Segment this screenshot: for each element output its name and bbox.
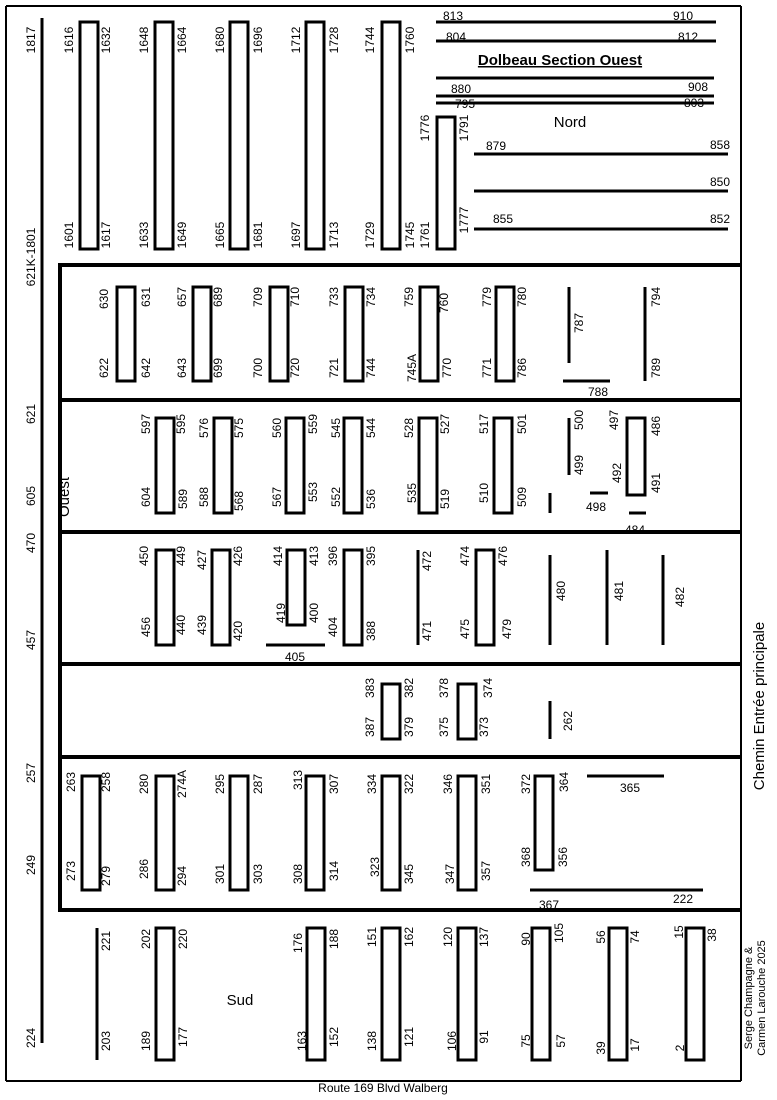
lot-number: 517 bbox=[477, 413, 491, 435]
lot-number: 279 bbox=[99, 865, 113, 887]
plot-block bbox=[627, 418, 645, 495]
plot-block bbox=[496, 287, 514, 381]
lot-number: 1729 bbox=[363, 221, 377, 249]
lot-number: 177 bbox=[176, 1026, 190, 1048]
lot-number: 176 bbox=[291, 932, 305, 954]
plot-block bbox=[193, 287, 211, 381]
lot-number: 545 bbox=[329, 417, 343, 439]
lot-number: 491 bbox=[649, 472, 663, 494]
label-chemin-entree: Chemin Entrée principale bbox=[751, 621, 768, 791]
lot-number: 346 bbox=[441, 773, 455, 795]
plot-block bbox=[458, 684, 476, 739]
lot-number: 709 bbox=[251, 286, 265, 308]
lot-number: 788 bbox=[587, 385, 609, 399]
lot-number: 420 bbox=[231, 620, 245, 642]
left-axis-label: 621 bbox=[24, 403, 38, 425]
lot-number: 314 bbox=[327, 860, 341, 882]
lot-number: 567 bbox=[270, 486, 284, 508]
lot-number: 137 bbox=[477, 926, 491, 948]
lot-number: 121 bbox=[402, 1026, 416, 1048]
line-label: 858 bbox=[709, 138, 730, 152]
plot-block bbox=[156, 776, 174, 890]
lot-number: 1633 bbox=[137, 221, 151, 249]
lot-number: 263 bbox=[64, 771, 78, 793]
label-ouest: Ouest bbox=[56, 476, 73, 518]
lot-number: 486 bbox=[649, 415, 663, 437]
lot-number: 710 bbox=[288, 286, 302, 308]
lot-number: 450 bbox=[137, 545, 151, 567]
lot-number: 221 bbox=[99, 930, 113, 952]
lot-number: 479 bbox=[500, 618, 514, 640]
plot-block bbox=[609, 928, 627, 1060]
lot-number: 322 bbox=[402, 773, 416, 795]
lot-number: 202 bbox=[139, 928, 153, 950]
lot-number: 274A bbox=[175, 769, 189, 799]
lot-number: 760 bbox=[437, 292, 451, 314]
lot-number: 294 bbox=[175, 865, 189, 887]
line-label: 804 bbox=[446, 30, 467, 44]
lot-number: 745A bbox=[405, 353, 419, 383]
plot-block bbox=[419, 418, 437, 513]
lot-number: 351 bbox=[479, 773, 493, 795]
lot-number: 15 bbox=[672, 925, 686, 939]
lot-number: 1791 bbox=[457, 114, 471, 142]
lot-number: 544 bbox=[364, 417, 378, 439]
lot-number: 528 bbox=[402, 417, 416, 439]
lot-number: 163 bbox=[295, 1030, 309, 1052]
plot-block bbox=[117, 287, 135, 381]
lot-number: 759 bbox=[402, 286, 416, 308]
plot-block bbox=[420, 287, 438, 381]
lot-number: 287 bbox=[251, 773, 265, 795]
lot-number: 771 bbox=[480, 357, 494, 379]
plot-block bbox=[286, 418, 304, 513]
lot-number: 222 bbox=[672, 892, 694, 906]
lot-number: 400 bbox=[307, 602, 321, 624]
lot-number: 476 bbox=[496, 545, 510, 567]
lot-number: 38 bbox=[705, 928, 719, 942]
lot-number: 365 bbox=[619, 781, 641, 795]
lot-number: 273 bbox=[64, 860, 78, 882]
lot-number: 1632 bbox=[99, 26, 113, 54]
lot-number: 588 bbox=[197, 486, 211, 508]
lot-number: 152 bbox=[327, 1026, 341, 1048]
plot-block bbox=[476, 550, 494, 645]
lot-number: 374 bbox=[481, 677, 495, 699]
lot-number: 57 bbox=[554, 1034, 568, 1048]
lot-number: 413 bbox=[307, 545, 321, 567]
lot-number: 426 bbox=[231, 545, 245, 567]
plot-block bbox=[212, 550, 230, 645]
lot-number: 1665 bbox=[213, 221, 227, 249]
lot-number: 364 bbox=[557, 771, 571, 793]
lot-number: 527 bbox=[438, 413, 452, 435]
plot-block bbox=[535, 776, 553, 870]
lot-number: 501 bbox=[515, 413, 529, 435]
plot-block bbox=[344, 550, 362, 645]
lot-number: 721 bbox=[327, 357, 341, 379]
lot-number: 368 bbox=[519, 846, 533, 868]
lot-number: 535 bbox=[405, 482, 419, 504]
lot-number: 779 bbox=[480, 286, 494, 308]
lot-number: 720 bbox=[288, 357, 302, 379]
lot-number: 323 bbox=[368, 856, 382, 878]
lot-number: 308 bbox=[291, 863, 305, 885]
lot-number: 630 bbox=[97, 288, 111, 310]
lot-number: 552 bbox=[329, 486, 343, 508]
left-axis-label: 1817 bbox=[24, 26, 38, 54]
lot-number: 700 bbox=[251, 357, 265, 379]
lot-number: 334 bbox=[365, 773, 379, 795]
plot-block bbox=[382, 684, 400, 739]
label-sud: Sud bbox=[226, 992, 254, 1009]
lot-number: 439 bbox=[195, 614, 209, 636]
lot-number: 388 bbox=[364, 620, 378, 642]
lot-number: 74 bbox=[628, 930, 642, 944]
lot-number: 106 bbox=[445, 1030, 459, 1052]
lot-number: 395 bbox=[364, 545, 378, 567]
lot-number: 642 bbox=[139, 357, 153, 379]
plot-block bbox=[686, 928, 704, 1060]
lot-number: 576 bbox=[197, 417, 211, 439]
lot-number: 733 bbox=[327, 286, 341, 308]
plot-block bbox=[345, 287, 363, 381]
lot-number: 1664 bbox=[175, 26, 189, 54]
lot-number: 56 bbox=[594, 930, 608, 944]
lot-number: 440 bbox=[174, 614, 188, 636]
lot-number: 780 bbox=[515, 286, 529, 308]
lot-number: 1648 bbox=[137, 26, 151, 54]
line-label: 850 bbox=[709, 175, 730, 189]
lot-number: 1760 bbox=[403, 26, 417, 54]
lot-number: 378 bbox=[437, 677, 451, 699]
line-label: 908 bbox=[687, 80, 708, 94]
lot-number: 499 bbox=[572, 454, 586, 476]
lot-number: 553 bbox=[306, 481, 320, 503]
plot-block bbox=[458, 776, 476, 890]
lot-number: 699 bbox=[211, 357, 225, 379]
lot-number: 510 bbox=[477, 482, 491, 504]
line-label: 812 bbox=[677, 30, 698, 44]
left-axis-label: 257 bbox=[24, 762, 38, 784]
lot-number: 404 bbox=[326, 616, 340, 638]
lot-number: 492 bbox=[610, 462, 624, 484]
lot-number: 1616 bbox=[62, 26, 76, 54]
lot-number: 313 bbox=[291, 769, 305, 791]
left-axis-label: 249 bbox=[24, 854, 38, 876]
lot-number: 500 bbox=[572, 409, 586, 431]
line-label: 910 bbox=[672, 9, 693, 23]
lot-number: 484 bbox=[624, 523, 646, 537]
lot-number: 383 bbox=[363, 677, 377, 699]
plot-block bbox=[458, 928, 476, 1060]
lot-number: 258 bbox=[99, 771, 113, 793]
plot-block bbox=[382, 22, 400, 249]
plot-block bbox=[437, 117, 455, 249]
lot-number: 375 bbox=[437, 716, 451, 738]
plot-block bbox=[156, 550, 174, 645]
plot-block bbox=[230, 776, 248, 890]
lot-number: 471 bbox=[420, 620, 434, 642]
line-label: 813 bbox=[443, 9, 464, 23]
lot-number: 643 bbox=[175, 357, 189, 379]
lot-number: 689 bbox=[211, 286, 225, 308]
lot-number: 597 bbox=[139, 413, 153, 435]
plot-block bbox=[382, 928, 400, 1060]
lot-number: 589 bbox=[176, 488, 190, 510]
plot-block bbox=[80, 22, 98, 249]
line-label: 852 bbox=[709, 212, 730, 226]
line-label: 855 bbox=[493, 212, 514, 226]
plot-block bbox=[532, 928, 550, 1060]
left-axis-label: 457 bbox=[24, 629, 38, 651]
plot-block bbox=[230, 22, 248, 249]
lot-number: 789 bbox=[649, 357, 663, 379]
lot-number: 575 bbox=[232, 417, 246, 439]
line-label: 879 bbox=[486, 139, 507, 153]
lot-number: 372 bbox=[519, 773, 533, 795]
lot-number: 559 bbox=[306, 413, 320, 435]
lot-number: 787 bbox=[572, 312, 586, 334]
lot-number: 1696 bbox=[251, 26, 265, 54]
lot-number: 367 bbox=[538, 898, 560, 912]
line-label: 880 bbox=[451, 82, 472, 96]
label-route-169: Route 169 Blvd Walberg bbox=[318, 1081, 448, 1095]
lot-number: 595 bbox=[174, 413, 188, 435]
lot-number: 744 bbox=[364, 357, 378, 379]
lot-number: 189 bbox=[139, 1030, 153, 1052]
lot-number: 1601 bbox=[62, 221, 76, 249]
map-plots bbox=[80, 22, 704, 1060]
lot-number: 770 bbox=[440, 357, 454, 379]
plot-block bbox=[155, 22, 173, 249]
plot-block bbox=[156, 418, 174, 513]
lot-number: 419 bbox=[274, 602, 288, 624]
lot-number: 1744 bbox=[363, 26, 377, 54]
lot-number: 604 bbox=[139, 486, 153, 508]
lot-number: 138 bbox=[365, 1030, 379, 1052]
lot-number: 17 bbox=[628, 1038, 642, 1052]
lot-number: 1649 bbox=[175, 221, 189, 249]
lot-number: 188 bbox=[327, 928, 341, 950]
lot-number: 1761 bbox=[418, 221, 432, 249]
line-label: 795 bbox=[455, 97, 476, 111]
lot-number: 303 bbox=[251, 863, 265, 885]
lot-number: 519 bbox=[438, 488, 452, 510]
lot-number: 151 bbox=[365, 926, 379, 948]
lot-number: 622 bbox=[97, 357, 111, 379]
lot-number: 357 bbox=[479, 860, 493, 882]
lot-number: 396 bbox=[326, 545, 340, 567]
lot-number: 560 bbox=[270, 417, 284, 439]
lot-number: 474 bbox=[458, 545, 472, 567]
lot-number: 105 bbox=[552, 922, 566, 944]
lot-number: 734 bbox=[364, 286, 378, 308]
left-axis-label: 621K-1801 bbox=[24, 227, 38, 287]
plot-block bbox=[306, 22, 324, 249]
lot-number: 405 bbox=[284, 650, 306, 664]
lot-number: 382 bbox=[402, 677, 416, 699]
lot-number: 2 bbox=[673, 1044, 687, 1052]
map-lines bbox=[6, 6, 741, 1081]
lot-number: 456 bbox=[139, 616, 153, 638]
lot-number: 414 bbox=[271, 545, 285, 567]
lot-number: 480 bbox=[554, 580, 568, 602]
plot-block bbox=[287, 550, 305, 625]
plot-block bbox=[344, 418, 362, 513]
line-label: 803 bbox=[683, 96, 704, 110]
lot-number: 75 bbox=[519, 1034, 533, 1048]
lot-number: 1745 bbox=[403, 221, 417, 249]
lot-number: 497 bbox=[607, 409, 621, 431]
lot-number: 1681 bbox=[251, 221, 265, 249]
lot-number: 1713 bbox=[327, 221, 341, 249]
credit-line-2: Carmen Larouche 2025 bbox=[756, 940, 768, 1056]
plot-block bbox=[82, 776, 100, 890]
lot-number: 347 bbox=[443, 863, 457, 885]
lot-number: 794 bbox=[649, 286, 663, 308]
left-axis-label: 470 bbox=[24, 532, 38, 554]
lot-number: 120 bbox=[441, 926, 455, 948]
lot-number: 1680 bbox=[213, 26, 227, 54]
label-nord: Nord bbox=[553, 114, 587, 131]
lot-number: 379 bbox=[402, 716, 416, 738]
lot-number: 475 bbox=[458, 618, 472, 640]
lot-number: 786 bbox=[515, 357, 529, 379]
plot-block bbox=[306, 776, 324, 890]
lot-number: 345 bbox=[402, 863, 416, 885]
lot-number: 1777 bbox=[457, 206, 471, 234]
lot-number: 481 bbox=[612, 580, 626, 602]
lot-number: 536 bbox=[364, 488, 378, 510]
plot-block bbox=[270, 287, 288, 381]
lot-number: 1776 bbox=[418, 114, 432, 142]
lot-number: 162 bbox=[402, 926, 416, 948]
lot-number: 286 bbox=[137, 858, 151, 880]
lot-number: 262 bbox=[561, 710, 575, 732]
lot-number: 631 bbox=[139, 286, 153, 308]
plot-block bbox=[214, 418, 232, 513]
lot-number: 568 bbox=[232, 490, 246, 512]
lot-number: 657 bbox=[175, 286, 189, 308]
lot-number: 301 bbox=[213, 863, 227, 885]
lot-number: 1617 bbox=[99, 221, 113, 249]
lot-number: 1697 bbox=[289, 221, 303, 249]
lot-number: 1728 bbox=[327, 26, 341, 54]
lot-number: 482 bbox=[673, 586, 687, 608]
plot-block bbox=[156, 928, 174, 1060]
lot-number: 427 bbox=[195, 549, 209, 571]
lot-number: 356 bbox=[556, 846, 570, 868]
credit-line-1: Serge Champagne & bbox=[743, 946, 755, 1050]
left-axis-label: 605 bbox=[24, 485, 38, 507]
lot-number: 449 bbox=[174, 545, 188, 567]
left-axis-label: 224 bbox=[24, 1027, 38, 1049]
lot-number: 373 bbox=[477, 716, 491, 738]
lot-number: 39 bbox=[594, 1041, 608, 1055]
lot-number: 387 bbox=[363, 716, 377, 738]
plot-block bbox=[382, 776, 400, 890]
map-title: Dolbeau Section Ouest bbox=[477, 52, 643, 69]
lot-number: 498 bbox=[585, 500, 607, 514]
lot-number: 472 bbox=[420, 550, 434, 572]
lot-number: 307 bbox=[327, 773, 341, 795]
lot-number: 295 bbox=[213, 773, 227, 795]
plot-block bbox=[494, 418, 512, 513]
plot-block bbox=[307, 928, 325, 1060]
lot-number: 509 bbox=[515, 486, 529, 508]
lot-number: 1712 bbox=[289, 26, 303, 54]
lot-number: 91 bbox=[477, 1030, 491, 1044]
lot-number: 90 bbox=[519, 932, 533, 946]
lot-number: 280 bbox=[137, 773, 151, 795]
lot-number: 220 bbox=[176, 928, 190, 950]
lot-number: 203 bbox=[99, 1030, 113, 1052]
